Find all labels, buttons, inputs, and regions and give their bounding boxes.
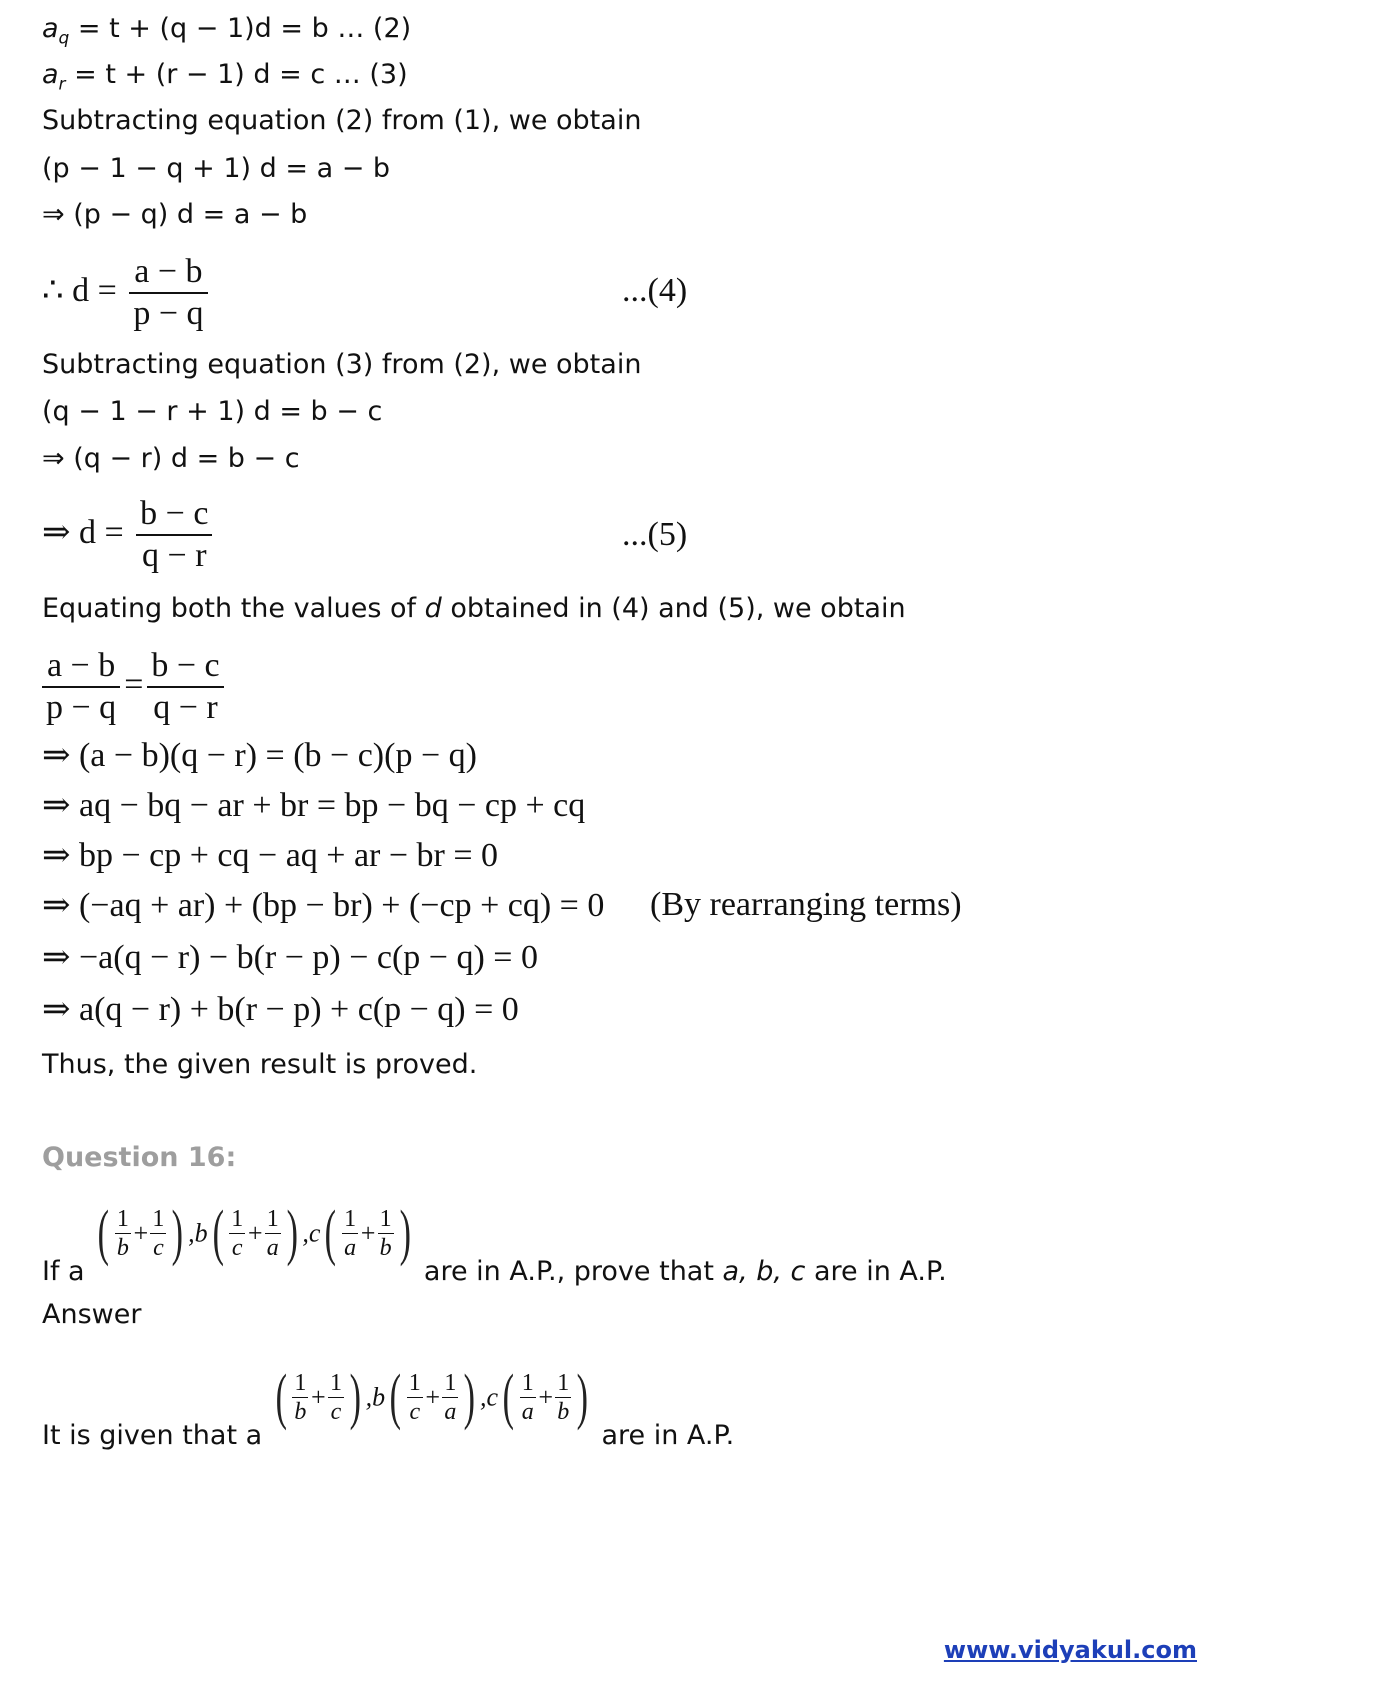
equation-line-2: $a_q = t + (q - 1)d = b$ … (2) (42, 13, 412, 49)
equation-expand: ⇒ aq − bq − ar + br = bp − bq − cp + cq (42, 787, 586, 824)
equation-implies-q-r: ⇒ (q − r) d = b − c (42, 443, 300, 474)
text-equating-values: Equating both the values of d obtained in (4) and (5), we obtain (42, 593, 906, 624)
equation-tag-4: ...(4) (622, 272, 688, 309)
equation-rearrange: ⇒ (−aq + ar) + (bp − br) + (−cp + cq) = 0 (42, 887, 605, 924)
text-subtracting-3-from-2: Subtracting equation (3) from (2), we obtain (42, 349, 642, 380)
equation-factor-negative: ⇒ −a(q − r) − b(r − p) − c(p − q) = 0 (42, 939, 538, 976)
equation-line-p-q: (p − 1 − q + 1) d = a − b (42, 153, 391, 184)
equation-implies-p-q: ⇒ (p − q) d = a − b (42, 199, 308, 230)
equation-d-fraction-5: ⇒ d = $\frac{b - c}{q - r}$ (42, 494, 216, 576)
equation-cross-multiply: ⇒ (a − b)(q − r) = (b − c)(p − q) (42, 737, 477, 774)
text-subtracting-2-from-1: Subtracting equation (2) from (1), we obtain (42, 105, 642, 136)
equation-fractions-equal: $\frac{a - b}{p - q}$ = $\frac{b - c}{q - r}$ (38, 646, 228, 728)
equation-line-q-r: (q − 1 − r + 1) d = b − c (42, 396, 383, 427)
answer-expression: ( $\frac{1}{b}$ + $\frac{1}{c}$ ) ,b( $\frac{1}{c}$ + $\frac{1}{a}$ ) ,c( $\frac{1}{a}$ + $\frac{1}{b}$ ) (275, 1363, 589, 1431)
question-heading: Question 16: (42, 1142, 237, 1173)
note-rearranging-terms: (By rearranging terms) (650, 886, 962, 923)
question-expression: ( $\frac{1}{b}$ + $\frac{1}{c}$ ) ,b( $\frac{1}{c}$ + $\frac{1}{a}$ ) ,c( $\frac{1}{a}$ + $\frac{1}{b}$ ) (97, 1199, 411, 1267)
answer-label: Answer (42, 1299, 142, 1330)
equation-tag-5: ...(5) (622, 516, 688, 553)
equation-final-result: ⇒ a(q − r) + b(r − p) + c(p − q) = 0 (42, 991, 519, 1028)
answer-given-statement: It is given that a ( $\frac{1}{b}$ + $\frac{1}{c}$ ) ,b( $\frac{1}{c}$ + $\frac{1}{a}$ ) ,c( $\frac{1}{a}$ + $\frac{1}{b}$ ) are in A.P. (42, 1363, 735, 1451)
equation-d-fraction-4: ∴ d = $\frac{a - b}{p - q}$ (42, 252, 212, 334)
text-result-proved: Thus, the given result is proved. (42, 1049, 478, 1080)
equation-line-3: $a_r = t + (r - 1) d = c$ … (3) (42, 59, 408, 95)
question-statement: If a ( $\frac{1}{b}$ + $\frac{1}{c}$ ) ,b( $\frac{1}{c}$ + $\frac{1}{a}$ ) ,c( $\frac{1}{a}$ + $\frac{1}{b}$ ) are in A.P., prove that a, b, c are in A.P. (42, 1199, 947, 1287)
vidyakul-link[interactable]: www.vidyakul.com (943, 1636, 1197, 1664)
equation-collect: ⇒ bp − cp + cq − aq + ar − br = 0 (42, 837, 499, 874)
